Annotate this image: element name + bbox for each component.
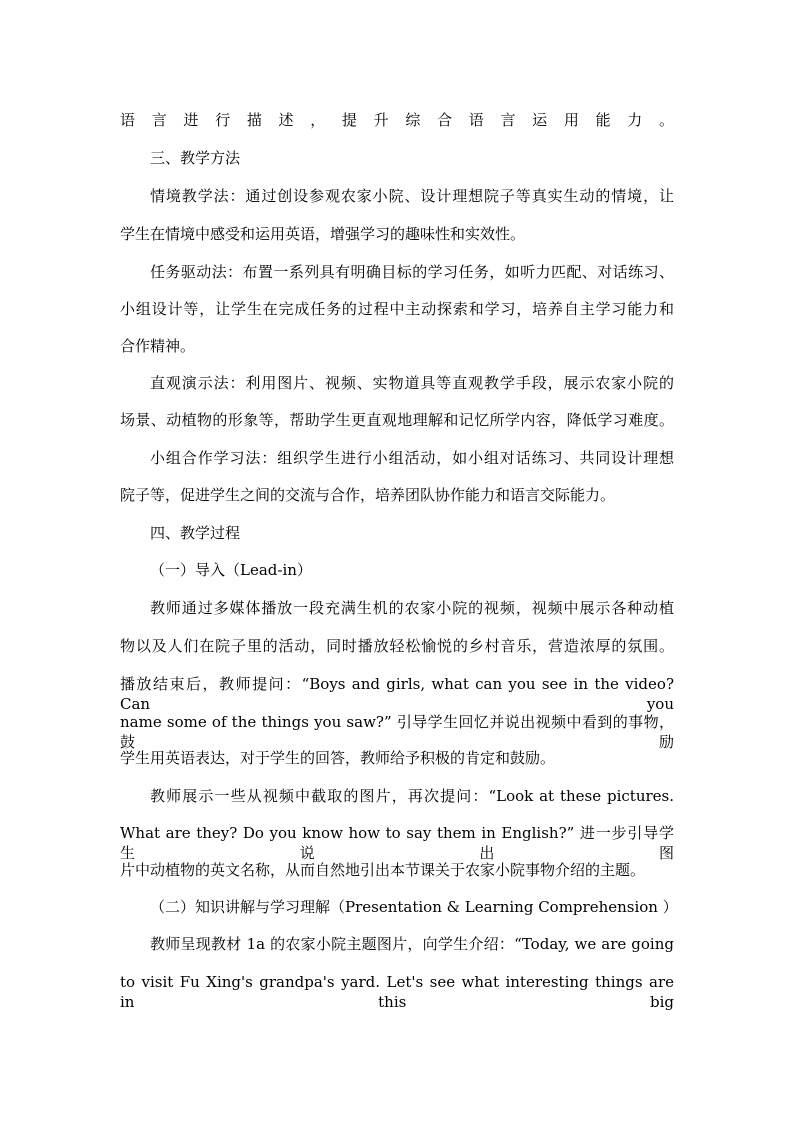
paragraph-line: What are they? Do you know how to say them in English?” 进一步引导学生说出图 (120, 824, 674, 862)
paragraph-line: 院子等，促进学生之间的交流与合作，培养团队协作能力和语言交际能力。 (120, 486, 616, 504)
paragraph-line: 学生在情境中感受和运用英语，增强学习的趣味性和实效性。 (120, 225, 526, 243)
paragraph-line: 片中动植物的英文名称，从而自然地引出本节课关于农家小院事物介绍的主题。 (120, 861, 646, 879)
paragraph-line: 小组合作学习法：组织学生进行小组活动，如小组对话练习、共同设计理想 (150, 449, 674, 467)
subsection-heading: （一）导入（Lead-in） (150, 561, 312, 579)
paragraph-line: 直观演示法：利用图片、视频、实物道具等直观教学手段，展示农家小院的 (150, 374, 674, 392)
paragraph-line: 教师通过多媒体播放一段充满生机的农家小院的视频，视频中展示各种动植 (150, 599, 674, 617)
paragraph-line: 物以及人们在院子里的活动，同时播放轻松愉悦的乡村音乐，营造浓厚的氛围。 (120, 637, 674, 655)
paragraph-line: 任务驱动法：布置一系列具有明确目标的学习任务，如听力匹配、对话练习、 (150, 263, 674, 281)
paragraph-line: name some of the things you saw?” 引导学生回忆并说出视频中看到的事物，鼓励 (120, 713, 674, 751)
section-heading: 四、教学过程 (150, 524, 241, 542)
paragraph-line: 语言进行描述，提升综合语言运用能力。 (120, 111, 674, 129)
paragraph-line: 合作精神。 (120, 337, 196, 355)
paragraph-line: 教师呈现教材 1a 的农家小院主题图片，向学生介绍：“Today, we are going (150, 935, 674, 953)
paragraph-line: 播放结束后，教师提问：“Boys and girls, what can you see in the video? Can you (120, 675, 674, 713)
paragraph-line: 教师展示一些从视频中截取的图片，再次提问：“Look at these pictures. (150, 787, 674, 805)
paragraph-line: 场景、动植物的形象等，帮助学生更直观地理解和记忆所学内容，降低学习难度。 (120, 411, 674, 429)
paragraph-line: 小组设计等，让学生在完成任务的过程中主动探索和学习，培养自主学习能力和 (120, 300, 674, 318)
subsection-heading: （二）知识讲解与学习理解（Presentation & Learning Comprehension ） (150, 898, 678, 916)
section-heading: 三、教学方法 (150, 149, 241, 167)
paragraph-line: 学生用英语表达，对于学生的回答，教师给予积极的肯定和鼓励。 (120, 749, 556, 767)
paragraph-line: 情境教学法：通过创设参观农家小院、设计理想院子等真实生动的情境，让 (150, 187, 674, 205)
paragraph-line: to visit Fu Xing's grandpa's yard. Let's see what interesting things are in this big (120, 973, 674, 1011)
